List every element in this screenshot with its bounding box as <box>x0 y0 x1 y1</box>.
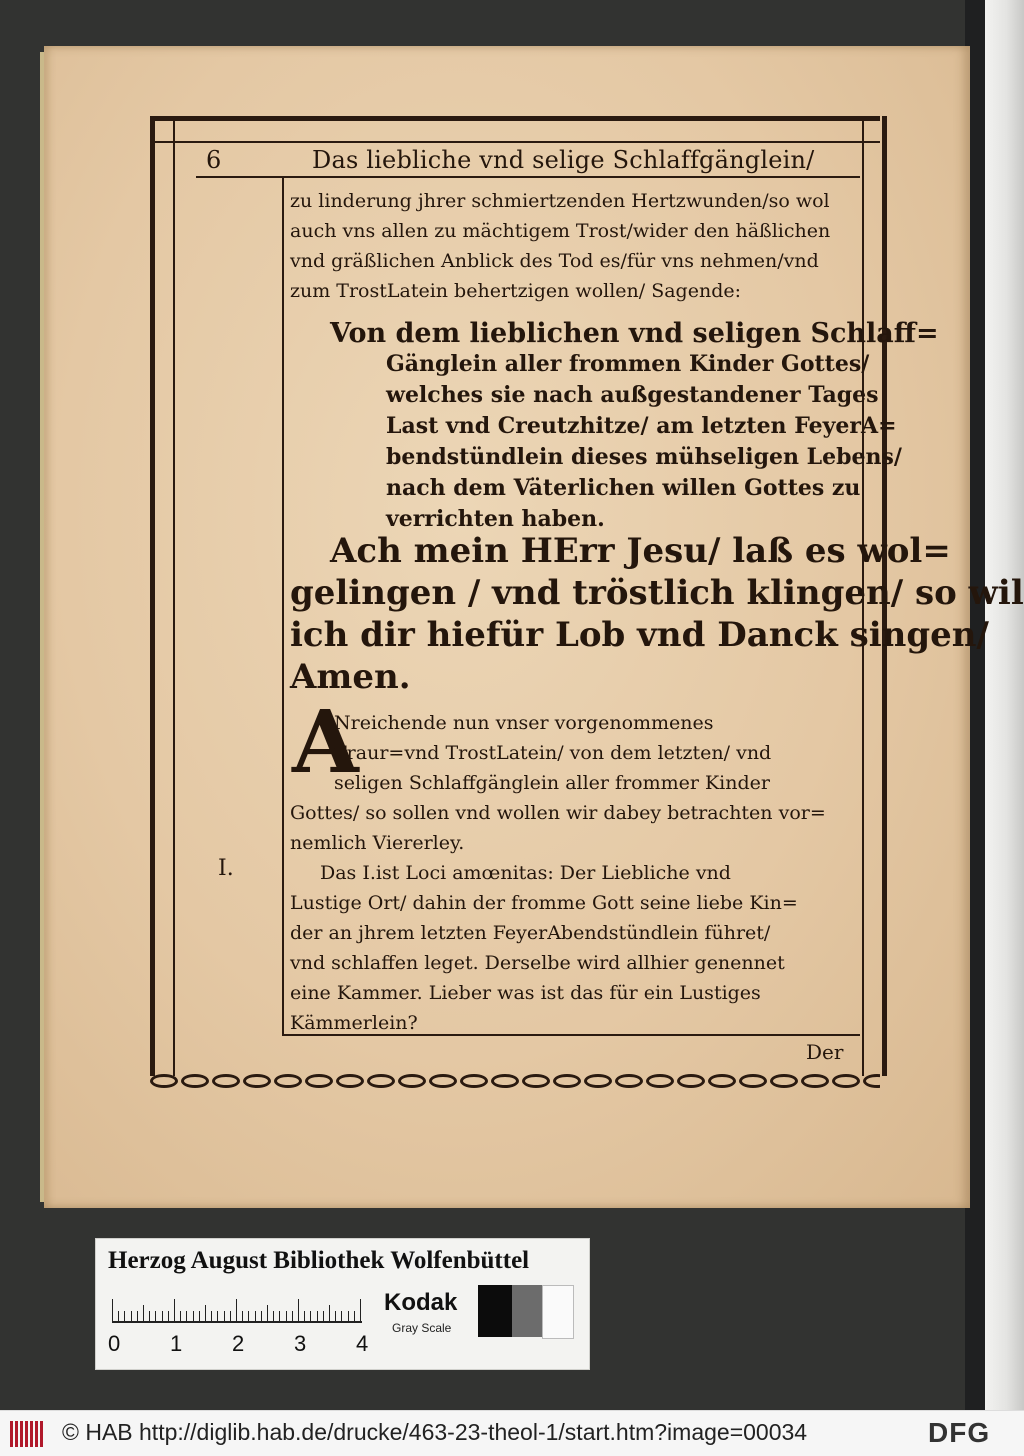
ruler-number: 0 <box>108 1331 121 1356</box>
text-line: Nreichende nun vnser vorgenommenes <box>334 712 714 734</box>
ornament-loop <box>243 1074 271 1088</box>
ruler-tick <box>230 1311 231 1321</box>
ruler-tick <box>112 1299 113 1321</box>
ruler-tick <box>279 1311 280 1321</box>
ornament-loop <box>367 1074 395 1088</box>
ruler-tick <box>298 1299 299 1321</box>
text-line: Kämmerlein? <box>290 1012 418 1034</box>
drop-cap: A <box>292 692 359 793</box>
ornament-loop <box>832 1074 860 1088</box>
page-number: 6 <box>206 146 222 174</box>
title-line: Von dem lieblichen vnd seligen Schlaff= <box>330 318 939 349</box>
ornament-loop <box>770 1074 798 1088</box>
gray-patch-white <box>542 1285 574 1339</box>
ruler-number: 2 <box>232 1331 245 1356</box>
measurement-ruler <box>112 1297 362 1323</box>
running-head: Das liebliche vnd selige Schlaffgänglein/ <box>312 146 815 174</box>
ruler-tick <box>267 1305 268 1321</box>
ruler-tick <box>329 1305 330 1321</box>
ruler-tick <box>348 1311 349 1321</box>
ruler-tick <box>137 1311 138 1321</box>
prayer-line: gelingen / vnd tröstlich klingen/ so wil <box>290 573 1024 613</box>
ruler-tick <box>261 1311 262 1321</box>
library-label-card <box>95 1238 590 1370</box>
ruler-tick <box>341 1311 342 1321</box>
ornament-loop <box>460 1074 488 1088</box>
ruler-tick <box>273 1311 274 1321</box>
kodak-logo: Kodak <box>384 1289 458 1316</box>
title-line: bendstündlein dieses mühseligen Lebens/ <box>386 444 902 470</box>
ruler-tick <box>323 1311 324 1321</box>
prayer-line: ich dir hiefür Lob vnd Danck singen/ <box>290 615 989 655</box>
ruler-tick <box>304 1311 305 1321</box>
ornament-loop <box>181 1074 209 1088</box>
title-line: nach dem Väterlichen willen Gottes zu <box>386 475 861 501</box>
ornament-loop <box>739 1074 767 1088</box>
ruler-tick <box>205 1305 206 1321</box>
prayer-line: Amen. <box>290 657 411 697</box>
ruler-number: 1 <box>170 1331 183 1356</box>
ruler-tick <box>193 1311 194 1321</box>
ruler-tick <box>335 1311 336 1321</box>
prayer-line: Ach mein HErr Jesu/ laß es wol= <box>330 531 951 571</box>
ruler-tick <box>310 1311 311 1321</box>
ruler-tick <box>248 1311 249 1321</box>
ornament-loop <box>491 1074 519 1088</box>
ruler-tick <box>217 1311 218 1321</box>
ruler-tick <box>118 1311 119 1321</box>
ornament-loop <box>150 1074 178 1088</box>
title-line: Gänglein aller frommen Kinder Gottes/ <box>386 351 870 377</box>
ornament-loop <box>553 1074 581 1088</box>
frame-left-border <box>150 116 175 1076</box>
ruler-tick <box>286 1311 287 1321</box>
copyright-link[interactable]: © HAB http://diglib.hab.de/drucke/463-23-theol-1/start.htm?image=00034 <box>62 1419 808 1445</box>
ruler-tick <box>360 1299 361 1321</box>
text-line: eine Kammer. Lieber was ist das für ein Lustiges <box>290 982 761 1004</box>
hab-logo-icon <box>10 1421 46 1447</box>
ornament-loop <box>305 1074 333 1088</box>
prayer <box>290 530 1024 698</box>
ornament-loop <box>274 1074 302 1088</box>
ruler-tick <box>292 1311 293 1321</box>
ruler-tick <box>155 1311 156 1321</box>
ornament-loop <box>863 1074 880 1088</box>
text-line: auch vns allen zu mächtigem Trost/wider den häßlichen <box>290 220 831 242</box>
footer-bar <box>0 1410 1024 1456</box>
text-line: Traur=vnd TrostLatein/ von dem letzten/ vnd <box>334 742 772 764</box>
ruler-number: 4 <box>356 1331 369 1356</box>
ruler-tick <box>174 1299 175 1321</box>
title-line: verrichten haben. <box>386 506 605 532</box>
ornament-loop <box>615 1074 643 1088</box>
text-line: Das I.ist Loci amœnitas: Der Liebliche vnd <box>320 862 731 884</box>
title-line: welches sie nach außgestandener Tages <box>386 382 879 408</box>
ruler-tick <box>168 1311 169 1321</box>
ruler-tick <box>180 1311 181 1321</box>
ornament-loop <box>398 1074 426 1088</box>
sermon-title <box>330 318 939 535</box>
ornament-loop <box>336 1074 364 1088</box>
ornament-loop <box>801 1074 829 1088</box>
text-line: Gottes/ so sollen vnd wollen wir dabey betrachten vor= <box>290 802 826 824</box>
ruler-number: 3 <box>294 1331 307 1356</box>
ornament-loop <box>646 1074 674 1088</box>
ruler-tick <box>236 1299 237 1321</box>
institution-name: Herzog August Bibliothek Wolfenbüttel <box>108 1247 530 1274</box>
text-line: vnd gräßlichen Anblick des Tod es/für vns nehmen/vnd <box>290 250 819 272</box>
frame-top-border <box>150 116 880 143</box>
ruler-tick <box>224 1311 225 1321</box>
paragraph-main <box>290 708 826 1038</box>
ruler-tick <box>131 1311 132 1321</box>
ruler-tick <box>124 1311 125 1321</box>
ornament-loop <box>677 1074 705 1088</box>
text-line: Lustige Ort/ dahin der fromme Gott seine liebe Kin= <box>290 892 798 914</box>
ruler-tick <box>162 1311 163 1321</box>
ruler-tick <box>242 1311 243 1321</box>
gray-scale-caption: Gray Scale <box>392 1321 452 1335</box>
header-rule <box>196 176 860 178</box>
text-line: der an jhrem letzten FeyerAbendstündlein führet/ <box>290 922 771 944</box>
ornament-loop <box>429 1074 457 1088</box>
ruler-tick <box>143 1305 144 1321</box>
ruler-tick <box>211 1311 212 1321</box>
ornament-loop <box>212 1074 240 1088</box>
text-line: zu linderung jhrer schmiertzenden Hertzwunden/so wol <box>290 190 830 212</box>
gray-patch-black <box>478 1285 512 1337</box>
margin-rule <box>282 176 284 1036</box>
ruler-tick <box>317 1311 318 1321</box>
ornament-loop <box>522 1074 550 1088</box>
ornament-loop <box>584 1074 612 1088</box>
gray-patch-mid <box>512 1285 542 1337</box>
text-line: nemlich Viererley. <box>290 832 465 854</box>
ruler-tick <box>149 1311 150 1321</box>
ruler-tick <box>186 1311 187 1321</box>
margin-note: I. <box>218 856 234 881</box>
ornament-loop <box>708 1074 736 1088</box>
catchword: Der <box>806 1040 844 1064</box>
ruler-tick <box>354 1311 355 1321</box>
title-line: Last vnd Creutzhitze/ am letzten FeyerA= <box>386 413 897 439</box>
text-line: seligen Schlaffgänglein aller frommer Kinder <box>334 772 770 794</box>
ruler-tick <box>255 1311 256 1321</box>
ornament-border <box>150 1070 880 1092</box>
text-line: vnd schlaffen leget. Derselbe wird allhier genennet <box>290 952 785 974</box>
paragraph-intro <box>290 186 830 306</box>
dfg-logo: DFG <box>928 1417 991 1448</box>
ruler-tick <box>199 1311 200 1321</box>
text-line: zum TrostLatein behertzigen wollen/ Sagende: <box>290 280 742 302</box>
